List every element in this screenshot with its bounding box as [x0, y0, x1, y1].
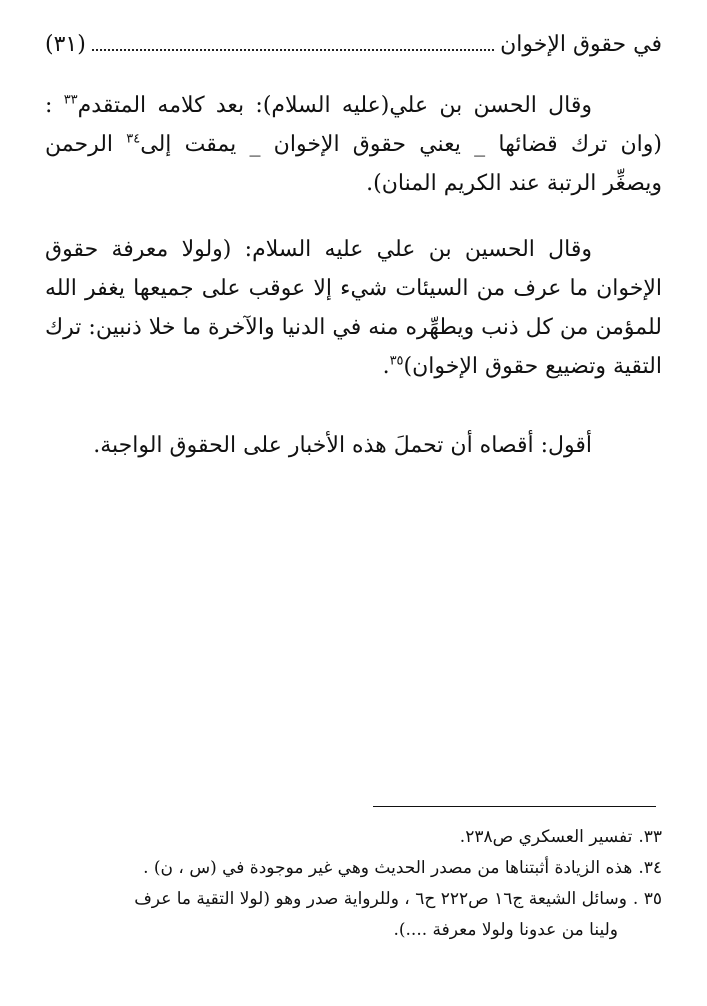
paragraph-text: وقال الحسين بن علي عليه السلام: (ولولا معرفة حقوق الإخوان ما عرف من السيئات شيء إلا عوقب على جميعها يغفر الله للمؤمن من كل ذنب ويطهِّره منه في الدنيا والآخرة ما خلا ذنبين: ترك التقية وتضييع حقوق الإخوان)	[45, 237, 662, 379]
footnote-text: هذه الزيادة أثبتناها من مصدر الحديث وهي غير موجودة في (س ، ن) .	[143, 858, 633, 878]
footnote-33	[45, 822, 662, 853]
footnote-text: تفسير العسكري ص٢٣٨.	[459, 827, 633, 847]
paragraph-text: .	[382, 354, 390, 379]
header-dot-leader	[92, 49, 494, 51]
paragraph-hasan	[45, 86, 662, 203]
paragraph-text: : (وان ترك قضائها _ يعني حقوق الإخوان _ يمقت إلى	[45, 93, 662, 157]
paragraph-text: الرحمن ويصغِّر الرتبة عند الكريم المنان).	[45, 132, 662, 196]
page-number: (٣١)	[45, 32, 86, 57]
footnote-ref-33[interactable]: ٣٣	[63, 92, 78, 108]
footnote-separator	[373, 806, 656, 807]
paragraph-text: وقال الحسن بن علي(عليه السلام): بعد كلامه المتقدم	[77, 93, 592, 118]
paragraph-husayn	[45, 230, 662, 386]
footnote-35	[45, 884, 662, 915]
footnote-text: وسائل الشيعة ج١٦ ص٢٢٢ ح٦ ، وللرواية صدر وهو (لولا التقية ما عرف	[134, 889, 627, 909]
footnote-number: ٣٤.	[638, 858, 662, 878]
footnote-number: ٣٥ .	[632, 889, 662, 909]
footnote-ref-35[interactable]: ٣٥	[389, 353, 404, 369]
footnote-34	[45, 853, 662, 884]
footnotes	[45, 822, 662, 946]
footnote-ref-34[interactable]: ٣٤	[126, 131, 141, 147]
footnote-number: ٣٣.	[638, 827, 662, 847]
running-header	[45, 30, 662, 60]
main-text	[45, 86, 662, 465]
header-title: في حقوق الإخوان	[500, 32, 662, 57]
footnote-35-continued: ولينا من عدونا ولولا معرفة ....).	[393, 920, 618, 940]
paragraph-author-comment: أقول: أقصاه أن تحملَ هذه الأخبار على الحقوق الواجبة.	[93, 433, 592, 458]
